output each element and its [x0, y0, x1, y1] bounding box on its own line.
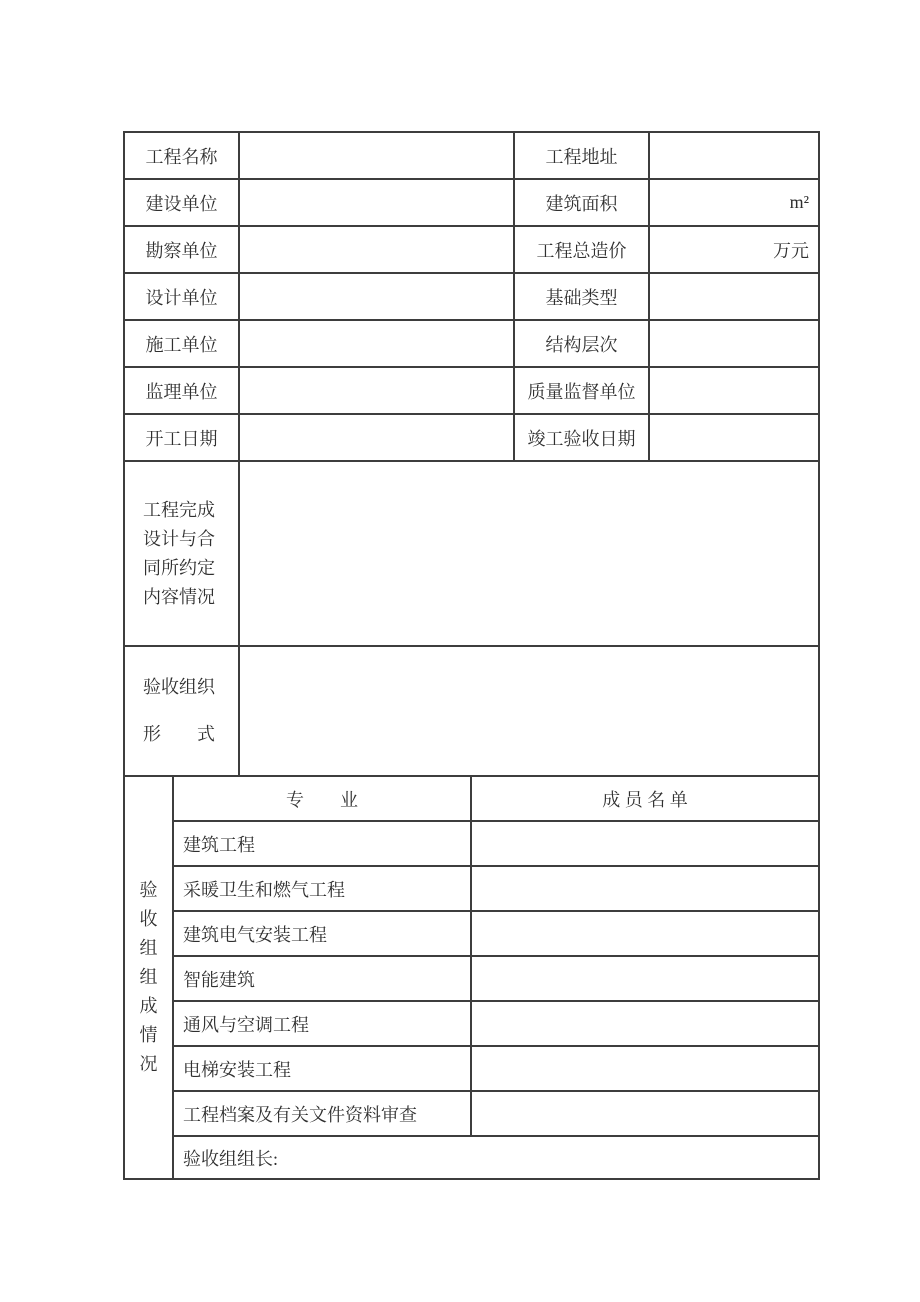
supervision-unit-value[interactable]	[239, 367, 514, 414]
construction-unit-label: 建设单位	[124, 179, 239, 226]
completion-acceptance-date-value[interactable]	[649, 414, 819, 461]
table-row	[124, 461, 819, 646]
members-column-header: 成 员 名 单	[471, 776, 819, 821]
members-value[interactable]	[471, 1001, 819, 1046]
table-row	[124, 179, 819, 226]
table-row	[124, 226, 819, 273]
building-area-label: 建筑面积	[514, 179, 649, 226]
contractor-unit-value[interactable]	[239, 320, 514, 367]
quality-supervision-unit-value[interactable]	[649, 367, 819, 414]
table-row	[124, 866, 819, 911]
project-address-value[interactable]	[649, 132, 819, 179]
members-value[interactable]	[471, 1091, 819, 1136]
side-char: 组	[139, 967, 158, 987]
side-char: 况	[139, 1054, 158, 1074]
total-cost-value[interactable]: 万元	[649, 226, 819, 273]
start-date-value[interactable]	[239, 414, 514, 461]
table-row	[124, 1091, 819, 1136]
specialty-label: 采暖卫生和燃气工程	[173, 866, 471, 911]
specialty-column-header: 专 业	[173, 776, 471, 821]
label-line: 同所约定	[143, 557, 215, 578]
members-value[interactable]	[471, 821, 819, 866]
design-unit-label: 设计单位	[124, 273, 239, 320]
label-line: 内容情况	[143, 586, 215, 607]
completion-acceptance-date-label: 竣工验收日期	[514, 414, 649, 461]
table-row	[124, 132, 819, 179]
project-info-table	[123, 131, 820, 777]
acceptance-form-sheet	[123, 131, 818, 1180]
table-row	[124, 273, 819, 320]
specialty-label: 通风与空调工程	[173, 1001, 471, 1046]
specialty-label: 工程档案及有关文件资料审查	[173, 1091, 471, 1136]
contractor-unit-label: 施工单位	[124, 320, 239, 367]
survey-unit-label: 勘察单位	[124, 226, 239, 273]
table-row	[124, 1136, 819, 1179]
specialty-label: 建筑工程	[173, 821, 471, 866]
side-char: 收	[139, 909, 158, 929]
members-value[interactable]	[471, 956, 819, 1001]
label-line: 设计与合	[143, 528, 215, 549]
specialty-label: 建筑电气安装工程	[173, 911, 471, 956]
table-row	[124, 646, 819, 776]
acceptance-organization-form-value[interactable]	[239, 646, 819, 776]
design-unit-value[interactable]	[239, 273, 514, 320]
building-area-value[interactable]: m²	[649, 179, 819, 226]
label-line: 形 式	[143, 724, 215, 744]
project-address-label: 工程地址	[514, 132, 649, 179]
members-value[interactable]	[471, 911, 819, 956]
survey-unit-value[interactable]	[239, 226, 514, 273]
table-row	[124, 367, 819, 414]
table-header-row	[124, 776, 819, 821]
supervision-unit-label: 监理单位	[124, 367, 239, 414]
table-row	[124, 414, 819, 461]
table-row	[124, 1001, 819, 1046]
table-row	[124, 911, 819, 956]
table-row	[124, 821, 819, 866]
structure-levels-label: 结构层次	[514, 320, 649, 367]
members-value[interactable]	[471, 866, 819, 911]
design-contract-completion-value[interactable]	[239, 461, 819, 646]
construction-unit-value[interactable]	[239, 179, 514, 226]
structure-levels-value[interactable]	[649, 320, 819, 367]
acceptance-group-table	[123, 775, 820, 1180]
total-cost-label: 工程总造价	[514, 226, 649, 273]
group-leader-label[interactable]: 验收组组长:	[173, 1136, 819, 1179]
table-row	[124, 1046, 819, 1091]
project-name-label: 工程名称	[124, 132, 239, 179]
label-line: 工程完成	[143, 499, 215, 520]
specialty-label: 智能建筑	[173, 956, 471, 1001]
side-char: 成	[139, 996, 158, 1016]
start-date-label: 开工日期	[124, 414, 239, 461]
project-name-value[interactable]	[239, 132, 514, 179]
foundation-type-label: 基础类型	[514, 273, 649, 320]
quality-supervision-unit-label: 质量监督单位	[514, 367, 649, 414]
table-row	[124, 320, 819, 367]
side-char: 组	[139, 938, 158, 958]
side-char: 验	[139, 880, 158, 900]
acceptance-group-side-label	[124, 776, 173, 1179]
foundation-type-value[interactable]	[649, 273, 819, 320]
table-row	[124, 956, 819, 1001]
specialty-label: 电梯安装工程	[173, 1046, 471, 1091]
acceptance-organization-form-label	[124, 646, 239, 776]
side-char: 情	[139, 1025, 158, 1045]
label-line: 验收组织	[143, 677, 215, 697]
members-value[interactable]	[471, 1046, 819, 1091]
design-contract-completion-label	[124, 461, 239, 646]
